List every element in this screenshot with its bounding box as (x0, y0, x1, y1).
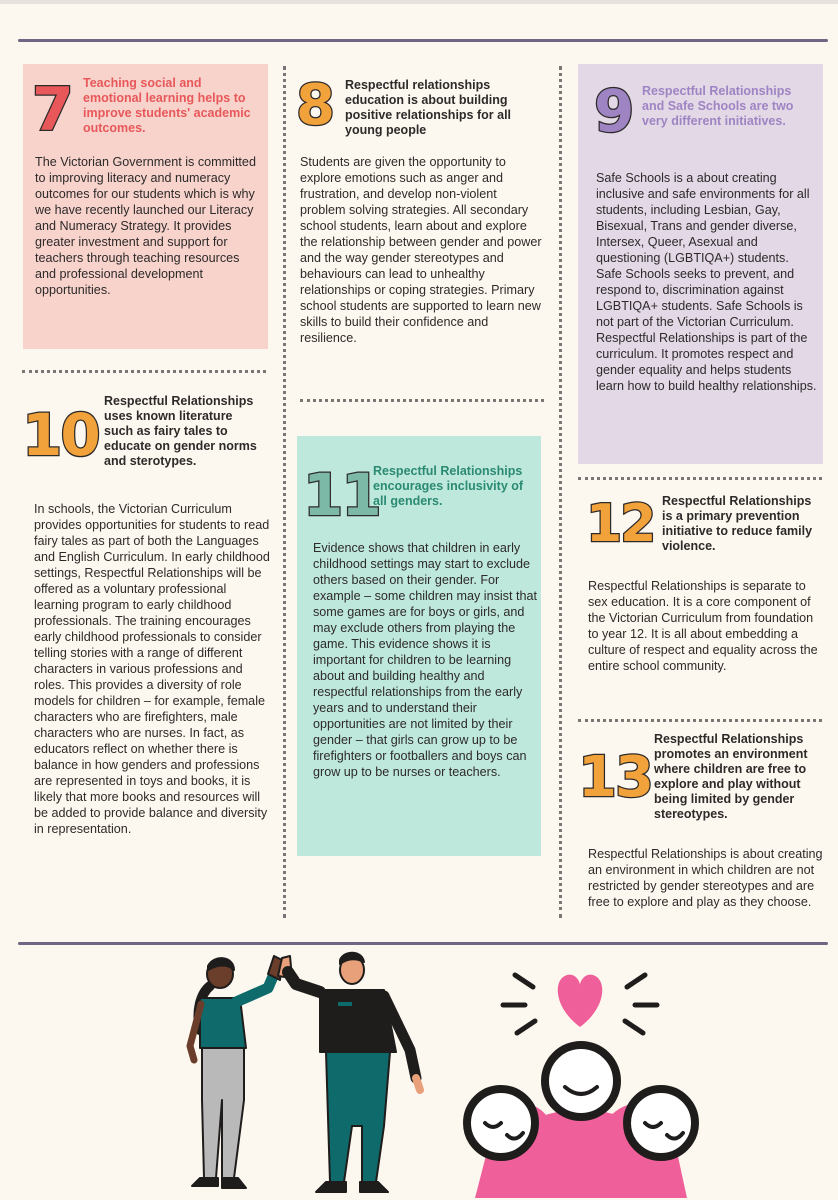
fact-body: The Victorian Government is committed to improving literacy and numeracy outcomes for our students which is why we have recently launched our Literacy and Numeracy Strategy. It provides greater investment and support for teachers through teaching resources and professional development opportunities. (35, 155, 256, 297)
fact-card-10 (22, 384, 272, 924)
column-separator-left (283, 66, 286, 918)
high-five-people-icon (170, 950, 440, 1198)
row-separator-col1 (22, 370, 266, 373)
fact-body: Safe Schools is a about creating inclusive and safe environments for all students, including Lesbian, Gay, Bisexual, Trans and gender diverse, Intersex, Queer, Asexual and questioning (LGBTIQA+) students. Safe Schools seeks to prevent, and respond to, discrimination against LGBTIQA+ students. Safe Schools is not part of the Victorian Curriculum. Respectful Relationships is part of the curriculum. It promotes respect and gender equality and helps students learn how to build healthy relationships. (596, 171, 817, 393)
row-separator-col3-b (578, 719, 822, 722)
fact-heading: Respectful Relationships is a primary prevention initiative to reduce family violence. (662, 494, 813, 553)
fact-heading: Respectful Relationships promotes an environment where children are free to explore and play without being limited by gender stereotypes. (654, 732, 808, 821)
fact-body: Students are given the opportunity to explore emotions such as anger and frustration, and develop non-violent problem solving strategies. All secondary school students, learn about and explore the relationship between gender and power and the way gender stereotypes and behaviours can lead to unhealthy relationships or coping strategies. Primary school students are supported to learn new skills to build their confidence and resilience. (300, 155, 542, 345)
fact-body: In schools, the Victorian Curriculum provides opportunities for students to read fairy tales as part of both the Languages and English Curriculum. In early childhood settings, Respectful Relationships will be offered as a voluntary professional learning program to early childhood professionals. The training encourages early childhood professionals to consider telling stories with a range of different characters in various professions and roles. This provides a diversity of role models for children – for example, female characters who are firefighters, male characters who are nurses. In fact, as educators reflect on whether there is balance in how genders and professions are represented in toys and books, it is likely that more books and resources will be added to provide balance and diversity in representation. (34, 502, 270, 836)
fact-number: 7 (32, 75, 72, 145)
fact-heading: Respectful Relationships and Safe Schools are two very different initiatives. (642, 84, 794, 128)
fact-number: 10 (22, 401, 99, 469)
fact-number: 11 (303, 461, 380, 529)
fact-card-9 (578, 64, 823, 464)
fact-card-12 (578, 488, 826, 713)
fact-heading: Teaching social and emotional learning helps to improve students' academic outcomes. (83, 76, 251, 135)
fact-body: Respectful Relationships is about creating an environment in which children are not restricted by gender stereotypes and are free to explore and play as they choose. (588, 847, 823, 909)
row-separator-col3-a (578, 477, 822, 480)
fact-number: 12 (586, 494, 655, 554)
top-strip (0, 0, 838, 4)
fact-number: 9 (594, 77, 633, 145)
fact-body: Respectful Relationships is separate to sex education. It is a core component of the Victorian Curriculum from foundation to year 12. It is all about embedding a culture of respect and equality across the entire school community. (588, 579, 818, 673)
fact-card-11 (297, 436, 541, 856)
fact-card-13 (578, 728, 828, 928)
row-separator-col2 (300, 399, 544, 402)
fact-heading: Respectful relationships education is about building positive relationships for all young people (345, 78, 512, 137)
column-separator-right (559, 66, 562, 918)
fact-body: Evidence shows that children in early childhood settings may start to exclude others based on their gender. For example – some children may insist that some games are for boys or girls, and may exclude others from playing the game. This evidence shows it is important for children to be learning about and building healthy and respectful relationships from the early years and to understand their opportunities are not limited by their gender – that girls can grow up to be firefighters or footballers and boys can grow up to be nurses or teachers. (313, 541, 537, 779)
fact-card-7 (23, 64, 268, 349)
fact-number: 8 (296, 73, 333, 138)
fact-card-8 (290, 64, 548, 384)
bottom-divider (18, 942, 828, 945)
happy-group-heart-icon (455, 955, 715, 1198)
fact-heading: Respectful Relationships uses known literature such as fairy tales to educate on gender norms and sterotypes. (104, 394, 257, 468)
top-divider (18, 39, 828, 42)
fact-heading: Respectful Relationships encourages inclusivity of all genders. (373, 464, 524, 508)
fact-number: 13 (578, 745, 652, 810)
